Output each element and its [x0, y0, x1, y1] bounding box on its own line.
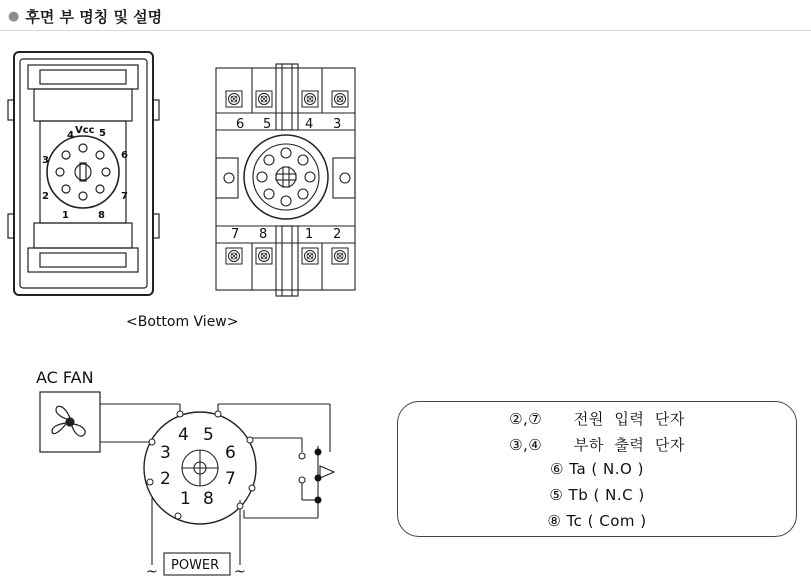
- relay-bottom-view: [8, 52, 159, 295]
- relay-pin-2: 2: [42, 191, 49, 202]
- socket-terminal-2: 2: [333, 227, 342, 242]
- relay-pin-4: 4: [67, 130, 74, 141]
- wiring-pin-8: 8: [203, 489, 214, 509]
- legend-line-ta: ⑥ Ta ( N.O ): [550, 460, 644, 478]
- wiring-pin-5: 5: [203, 425, 214, 445]
- terminal-legend: [397, 401, 797, 537]
- relay-pin-8: 8: [98, 210, 105, 221]
- power-label: POWER: [171, 558, 220, 573]
- socket-terminal-7: 7: [231, 227, 240, 242]
- relay-pin-1: 1: [62, 210, 69, 221]
- legend-line-tb: ⑤ Tb ( N.C ): [549, 486, 645, 504]
- wiring-lines: [100, 404, 334, 575]
- wiring-pin-1: 1: [180, 489, 191, 509]
- wiring-pin-4: 4: [178, 425, 189, 445]
- power-tilde-right: ~: [234, 564, 246, 580]
- relay-pin-6: 6: [121, 150, 128, 161]
- socket-terminal-6: 6: [236, 117, 245, 132]
- legend-line-tc: ⑧ Tc ( Com ): [547, 512, 647, 530]
- ac-fan-label: AC FAN: [36, 368, 94, 387]
- legend-line-load-output: ③,④ 부하 출력 단자: [509, 436, 685, 454]
- wiring-pin-2: 2: [160, 469, 171, 489]
- legend-line-power-input: ②,⑦ 전원 입력 단자: [509, 410, 685, 428]
- relay-pin-5: 5: [99, 128, 106, 139]
- relay-logo: Vcc: [75, 125, 95, 136]
- socket-terminal-3: 3: [333, 117, 342, 132]
- socket-terminal-1: 1: [305, 227, 314, 242]
- socket-terminal-4: 4: [305, 117, 314, 132]
- relay-pin-3: 3: [42, 155, 49, 166]
- power-tilde-left: ~: [146, 564, 158, 580]
- wiring-pin-6: 6: [225, 443, 236, 463]
- fan-icon: [40, 392, 100, 452]
- section-title: 후면 부 명칭 및 설명: [25, 8, 163, 26]
- socket-terminal-5: 5: [263, 117, 272, 132]
- socket-terminal-8: 8: [259, 227, 268, 242]
- wiring-pin-3: 3: [160, 443, 171, 463]
- wiring-pin-7: 7: [225, 469, 236, 489]
- relay-pin-7: 7: [121, 191, 128, 202]
- bullet-icon: ●: [8, 9, 20, 24]
- bottom-view-caption: <Bottom View>: [126, 314, 239, 330]
